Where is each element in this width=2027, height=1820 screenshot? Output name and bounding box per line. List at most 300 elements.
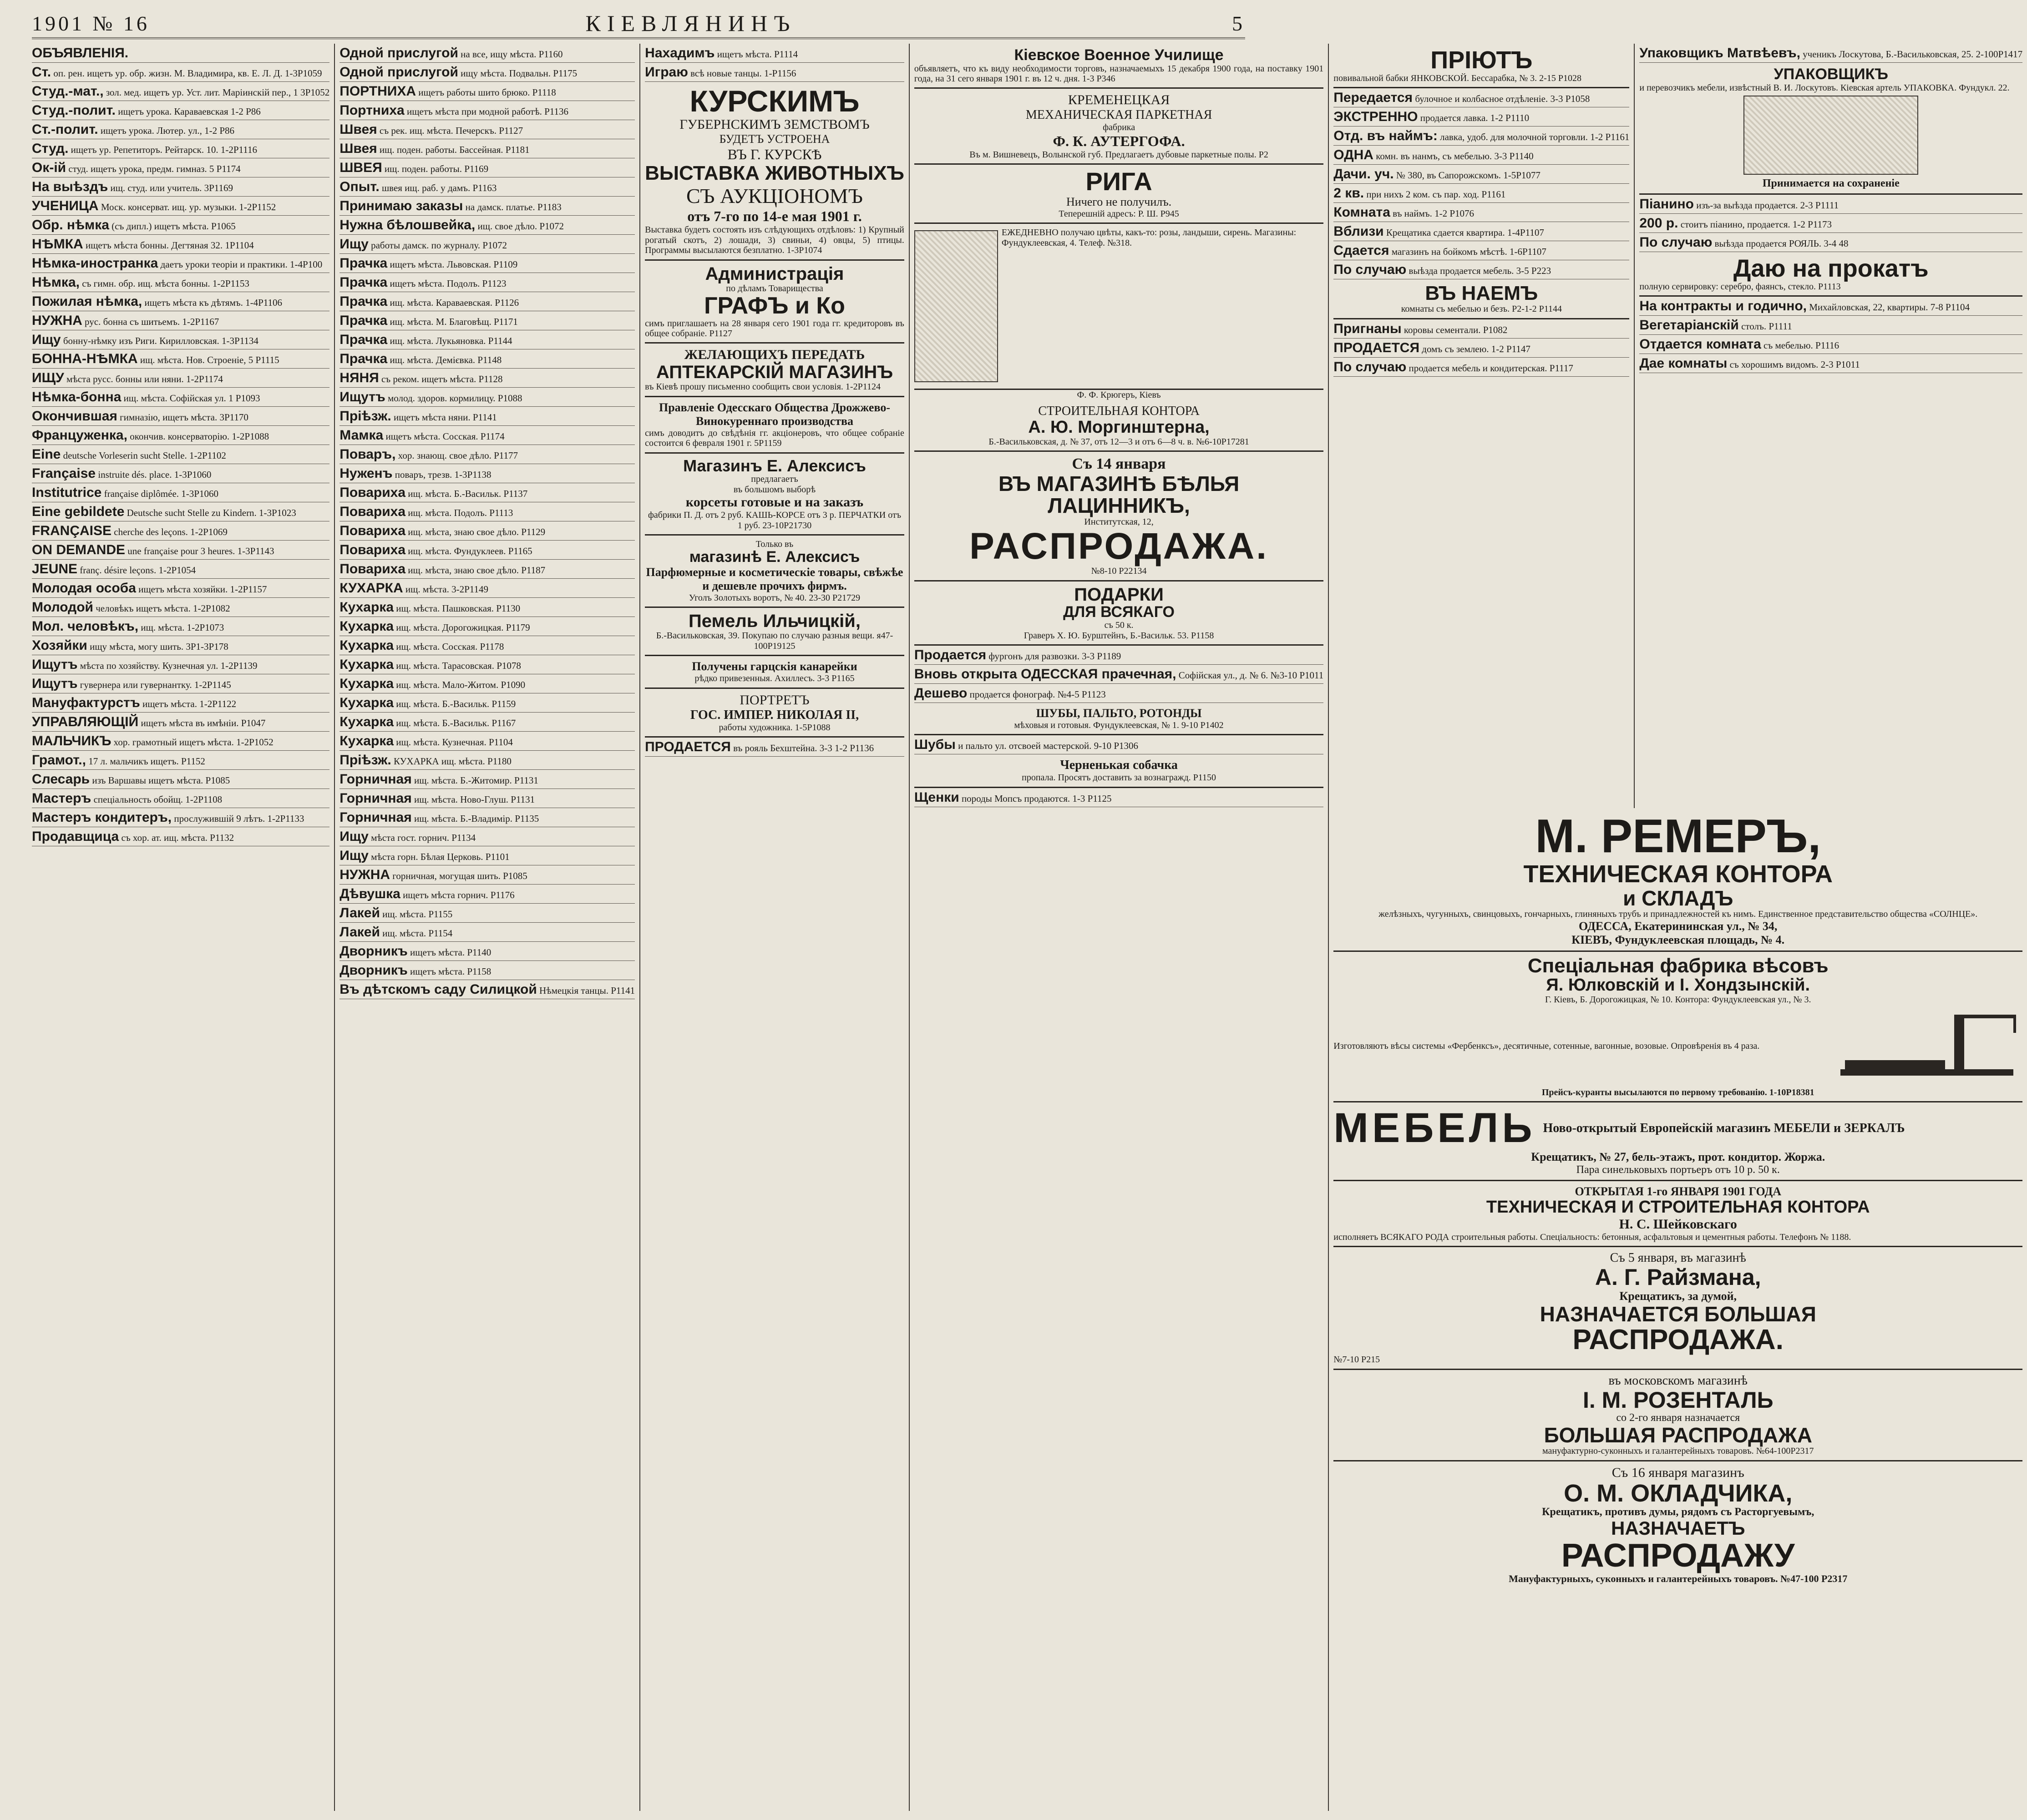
classified-ad: [340, 197, 635, 216]
classified-ad: [340, 846, 635, 865]
ad-heading: Дѣвушка: [340, 886, 400, 901]
classified-ad: [32, 197, 329, 216]
ad-heading: Ищу: [32, 332, 61, 347]
ad-heading: ОБЪЯВЛЕНІЯ.: [32, 46, 129, 61]
classified-ad: [32, 789, 329, 808]
ad-heading: Нѣмка,: [32, 275, 80, 290]
ad-text: ищетъ мѣста няни. Р1141: [393, 412, 497, 423]
ad-heading: Одной прислугой: [340, 46, 458, 61]
ad-heading: Нѣмка-бонна: [32, 389, 122, 404]
classified-ad: [32, 330, 329, 349]
classified-ad: [340, 713, 635, 732]
ad-text: ищ. мѣста. Б.-Васильк. Р1137: [408, 488, 528, 499]
ad-text: une française pour 3 heures. 1-3Р1143: [127, 546, 274, 556]
classifieds-column-4: [910, 44, 1329, 1811]
classified-ad: [32, 598, 329, 617]
ad-text: изъ Варшавы ищетъ мѣста. Р1085: [92, 775, 230, 786]
classified-ad: [340, 82, 635, 101]
classified-ad: [340, 426, 635, 445]
classified-ad: Упаковщикъ Матвѣевъ, ученикъ Лоскутова, Б.-Васильковская, 25. 2-100Р1417: [1639, 44, 2022, 63]
ad-heading: Кухарка: [340, 676, 394, 691]
ad-heading: Прачка: [340, 294, 388, 309]
classified-ad: [32, 464, 329, 483]
classified-ad: Играю всѣ новые танцы. 1-Р1156: [645, 63, 904, 82]
aleksis-corsets-ad: Магазинъ Е. Алексисъ предлагаетъ въ большомъ выборѣ корсеты готовые и на заказъ фабрики П. Д. отъ 2 руб. КАШЬ-КОРСЕ отъ 3 р. ПЕРЧАТКИ отъ 1 руб. 23-10Р21730: [645, 454, 904, 536]
classified-ad: [340, 101, 635, 120]
classified-ad: [340, 827, 635, 846]
ad-heading: Institutrice: [32, 485, 102, 500]
classified-ad: [340, 961, 635, 980]
classified-ad: [32, 751, 329, 770]
classified-ad: [340, 732, 635, 751]
ad-text: съ гимн. обр. ищ. мѣста бонны. 1-2Р1153: [82, 278, 249, 289]
wide-ads: [1329, 808, 2027, 1588]
classified-ad: [32, 44, 329, 63]
classified-ad: [340, 579, 635, 598]
ad-text: ищ. мѣста. М. Благовѣщ. Р1171: [390, 316, 518, 327]
classified-ad: [32, 273, 329, 292]
classified-ad: [340, 311, 635, 330]
ad-text: ищетъ мѣста къ дѣтямъ. 1-4Р1106: [144, 297, 282, 308]
classified-ad: [32, 254, 329, 273]
classified-ad: Дае комнаты съ хорошимъ видомъ. 2-3 Р1011: [1639, 354, 2022, 373]
ad-heading: Швея: [340, 122, 377, 137]
classified-ad: [340, 751, 635, 770]
page-header: [32, 9, 1245, 39]
ad-heading: Молодая особа: [32, 581, 136, 596]
ad-text: работы дамск. по журналу. Р1072: [371, 240, 507, 251]
ad-text: ищ. мѣста. Б.-Житомир. Р1131: [414, 775, 538, 786]
classified-ad: [340, 120, 635, 139]
ad-text: ищ. мѣста. Софійская ул. 1 Р1093: [123, 393, 260, 404]
classified-ad: Щенки породы Мопсъ продаются. 1-3 Р1125: [914, 788, 1323, 807]
ad-heading: НУЖНА: [340, 867, 390, 882]
furs-ad: ШУБЫ, ПАЛЬТО, РОТОНДЫ мѣховыя и готовыя. Фундуклеевская, № 1. 9-10 Р1402: [914, 703, 1323, 735]
classified-ad: [340, 349, 635, 369]
ad-heading: Прачка: [340, 313, 388, 328]
ad-heading: Ищутъ: [340, 389, 385, 404]
ad-text: мѣста по хозяйству. Кузнечная ул. 1-2Р1139: [80, 660, 258, 671]
classified-ad: [32, 158, 329, 177]
classified-ad: [32, 541, 329, 560]
ad-text: ищу мѣста. Подвальн. Р1175: [461, 68, 578, 79]
ad-heading: УПРАВЛЯЮЩІЙ: [32, 714, 139, 729]
right-half: [1329, 44, 2027, 1811]
ad-text: ищ. мѣста. Тарасовская. Р1078: [396, 660, 521, 671]
ad-text: ищетъ мѣста хозяйки. 1-2Р1157: [138, 584, 267, 595]
canaries-ad: Получены гарцскія канарейки рѣдко привезенныя. Ахиллесъ. 3-3 Р1165: [645, 656, 904, 688]
ad-heading: Горничная: [340, 810, 412, 825]
ad-heading: Ищу: [340, 848, 369, 863]
rental-service-ad: Даю на прокатъ полную сервировку: серебро, фаянсъ, стекло. Р1113: [1639, 252, 2022, 297]
ad-heading: Француженка,: [32, 428, 127, 443]
scales-factory-ad: Спеціальная фабрика вѣсовъ Я. Юлковскій и І. Хондзынскій. Г. Кіевъ, Б. Дорогожицкая, № 10. Контора: Фундуклеевская ул., № 3. Изготовляютъ вѣсы системы «Фербенксъ», десятичные, сотенные, вагонные, возовые. Опровѣренія въ 4 раза. Прейсъ-куранты высылаются по первому требованію. 1-10Р18381: [1333, 952, 2022, 1103]
classified-ad: 200 р. стоитъ піанино, продается. 1-2 Р1173: [1639, 214, 2022, 233]
ad-heading: Кухарка: [340, 657, 394, 672]
classified-ad: [340, 942, 635, 961]
classified-ad: Дешево продается фонограф. №4-5 Р1123: [914, 684, 1323, 703]
classified-ad: [340, 44, 635, 63]
ilchitsky-ad: Пемель Ильчицкій, Б.-Васильковская, 39. Покупаю по случаю разныя вещи. я47-100Р19125: [645, 608, 904, 656]
classified-ad: [340, 445, 635, 464]
ad-text: ищ. мѣста. Кузнечная. Р1104: [396, 737, 513, 748]
classified-ad: [340, 292, 635, 311]
classified-ad: На контракты и годично, Михайловская, 22, квартиры. 7-8 Р1104: [1639, 297, 2022, 316]
lost-dog-ad: Черненькая собачка пропала. Просятъ доставить за вознагражд. Р1150: [914, 754, 1323, 788]
classified-ad: [32, 636, 329, 655]
ad-text: съ реком. ищетъ мѣста. Р1128: [381, 374, 503, 384]
ad-heading: Мануфактурстъ: [32, 695, 140, 710]
classified-ad: [340, 177, 635, 197]
shelter-ad: ПРІЮТЪ повивальной бабки ЯНКОВСКОЙ. Бессарабка, № 3. 2-15 Р1028: [1333, 44, 1629, 88]
classified-ad: [340, 923, 635, 942]
odessa-yeast-company-ad: Правленіе Одесскаго Общества Дрожжево-Винокуреннаго производства симъ доводитъ до свѣдѣнія гг. акціонеровъ, что общее собраніе состоится 6 февраля 1901 г. 5Р1159: [645, 397, 904, 454]
classified-ad: [32, 713, 329, 732]
ad-text: ищ. мѣста. Мало-Житом. Р1090: [396, 679, 526, 690]
ad-text: горничная, могущая шить. Р1085: [392, 870, 527, 881]
ad-text: ищетъ мѣста бонны. Дегтяная 32. 1Р1104: [85, 240, 254, 251]
classified-ad: [32, 292, 329, 311]
classified-ad: 2 кв. при нихъ 2 ком. съ пар. ход. Р1161: [1333, 184, 1629, 203]
ad-text: мѣста горн. Бѣлая Церковь. Р1101: [371, 851, 510, 862]
ad-text: ищ. мѣста. Лукьяновка. Р1144: [390, 335, 512, 346]
ad-text: franç. désire leçons. 1-2Р1054: [80, 565, 196, 576]
ad-text: гувернера или гувернантку. 1-2Р1145: [80, 679, 231, 690]
classified-ad: [340, 808, 635, 827]
classified-ad: [32, 579, 329, 598]
ad-heading: Кухарка: [340, 600, 394, 615]
ad-heading: Кухарка: [340, 733, 394, 748]
ad-heading: Мол. человѣкъ,: [32, 619, 139, 634]
classified-ad: Сдается магазинъ на бойкомъ мѣстѣ. 1-6Р1107: [1333, 241, 1629, 260]
pharmacy-transfer-ad: ЖЕЛАЮЩИХЪ ПЕРЕДАТЬ АПТЕКАРСКІЙ МАГАЗИНЪ въ Кіевѣ прошу письменно сообщить свои условія. 1-2Р1124: [645, 344, 904, 397]
ad-text: ищу мѣста, могу шить. 3Р1-3Р178: [90, 641, 228, 652]
ad-heading: Лакей: [340, 925, 380, 940]
ad-text: гимназію, ищетъ мѣста. 3Р1170: [120, 412, 248, 423]
ad-text: Моск. консерват. ищ. ур. музыки. 1-2Р1152: [101, 202, 276, 212]
classified-ad: [32, 407, 329, 426]
ad-heading: Мамка: [340, 428, 384, 443]
lily-of-the-valley-illustration: [914, 230, 998, 382]
ad-heading: Опыт.: [340, 179, 380, 194]
ad-text: française diplômée. 1-3Р1060: [104, 488, 218, 499]
riga-notice: РИГА Ничего не получилъ. Теперешній адресъ: Р. Ш. Р945: [914, 165, 1323, 224]
classified-ad: [32, 560, 329, 579]
ad-heading: Eine: [32, 447, 61, 462]
ad-text: ищ. мѣста. Р1154: [382, 928, 453, 939]
classified-ad: [32, 617, 329, 636]
ad-heading: Мастеръ кондитеръ,: [32, 810, 172, 825]
ad-text: ищ. поден. работы. Р1169: [384, 163, 489, 174]
classified-ad: [340, 598, 635, 617]
classified-ad: [32, 502, 329, 521]
classified-ad: [32, 311, 329, 330]
classifieds-column-3: [640, 44, 910, 1811]
ad-text: ищетъ мѣста въ имѣніи. Р1047: [141, 718, 266, 728]
ad-text: бонну-нѣмку изъ Риги. Кирилловская. 1-3Р1134: [63, 335, 258, 346]
ad-text: ищ. мѣста. 1-2Р1073: [141, 622, 224, 633]
ad-heading: Кухарка: [340, 619, 394, 634]
classified-ad: [340, 541, 635, 560]
classified-ad: [340, 63, 635, 82]
ad-heading: Нуженъ: [340, 466, 393, 481]
ad-text: ищ. мѣста. Ново-Глуш. Р1131: [414, 794, 535, 805]
raizman-sale-ad: Съ 5 января, въ магазинѣ А. Г. Райзмана, Крещатикъ, за думой, НАЗНАЧАЕТСЯ БОЛЬШАЯ РАСПРОДАЖА. №7-10 Р215: [1333, 1247, 2022, 1370]
kursk-exhibition-ad: КУРСКИМЪ ГУБЕРНСКИМЪ ЗЕМСТВОМЪ БУДЕТЪ УСТРОЕНА ВЪ Г. КУРСКѢ ВЫСТАВКА ЖИВОТНЫХЪ СЪ АУКЦІОНОМЪ отъ 7-го по 14-е мая 1901 г. Выставка будетъ состоять изъ слѣдующихъ отдѣловъ: 1) Крупный рогатый скотъ, 2) лошади, 3) свиньи, 4) овцы, 5) птицы. Программы высылаются безплатно. 1-3Р1074: [645, 82, 904, 261]
ad-heading: Кухарка: [340, 695, 394, 710]
ad-text: deutsche Vorleserin sucht Stelle. 1-2Р1102: [63, 450, 226, 461]
classified-ad: [340, 560, 635, 579]
classified-ad: Нахадимъ ищетъ мѣста. Р1114: [645, 44, 904, 63]
ad-heading: Поваръ,: [340, 447, 396, 462]
ad-heading: НУЖНА: [32, 313, 82, 328]
ad-heading: Прачка: [340, 256, 388, 271]
rozental-sale-ad: въ московскомъ магазинѣ I. М. РОЗЕНТАЛЬ со 2-го января назначается БОЛЬШАЯ РАСПРОДАЖА мануфактурно-суконныхъ и галантерейныхъ товаровъ. №64-100Р2317: [1333, 1370, 2022, 1461]
ad-heading: УЧЕНИЦА: [32, 198, 99, 213]
ad-heading: Пріѣзж.: [340, 409, 391, 424]
classified-ad: [32, 139, 329, 158]
florist-signature: Ф. Ф. Крюгеръ, Кіевъ: [1077, 390, 1161, 400]
ad-text: на все, ищу мѣста. Р1160: [461, 49, 563, 60]
ad-text: зол. мед. ищетъ ур. Уст. лит. Маріинскій пер., 1 3Р1052: [106, 87, 330, 98]
classified-ad: ПРОДАЕТСЯ въ рояль Бехштейна. 3-3 1-2 Р1136: [645, 738, 904, 757]
classified-ad: [32, 63, 329, 82]
ad-text: ищ. мѣста. Дорогожицкая. Р1179: [396, 622, 530, 633]
classified-ad: [340, 330, 635, 349]
ad-text: ищ. мѣста. Б.-Владимір. Р1135: [414, 813, 539, 824]
classified-ad: [32, 177, 329, 197]
ad-heading: МАЛЬЧИКЪ: [32, 733, 111, 748]
classified-ad: [340, 617, 635, 636]
ad-heading: Мастеръ: [32, 791, 91, 806]
ad-text: ищ. мѣста. Фундуклеев. Р1165: [408, 546, 532, 556]
classified-ad: [32, 426, 329, 445]
moving-wagon-illustration: [1743, 96, 1918, 175]
ad-text: ищ. поден. работы. Бассейная. Р1181: [379, 144, 530, 155]
ad-heading: Въ дѣтскомъ саду Силицкой: [340, 982, 537, 997]
ad-text: ищетъ урока. Лютер. ул., 1-2 Р86: [100, 125, 234, 136]
furniture-store-ad: МЕБЕЛЬ Ново-открытый Европейскій магазинъ МЕБЕЛИ и ЗЕРКАЛЪ Крещатикъ, № 27, бель-этажъ, прот. кондитор. Жоржа. Пара синельковыхъ портьеръ отъ 10 р. 50 к.: [1333, 1102, 2022, 1181]
ad-text: ищ. мѣста. Сосская. Р1178: [396, 641, 504, 652]
classified-ad: [32, 216, 329, 235]
ad-text: ищетъ мѣста. Львовская. Р1109: [390, 259, 518, 270]
classified-ad: Дачи. уч. № 380, въ Сапорожскомъ. 1-5Р1077: [1333, 165, 1629, 184]
classified-ad: [32, 655, 329, 674]
ad-heading: Повариха: [340, 523, 406, 538]
for-rent-ad: ВЪ НАЕМЪ комнаты съ мебелью и безъ. Р2-1-2 Р1144: [1333, 279, 1629, 319]
ad-heading: Продавщица: [32, 829, 119, 844]
ad-text: КУХАРКА ищ. мѣста. Р1180: [393, 756, 512, 767]
classified-ad: [340, 273, 635, 292]
classified-ad: Шубы и пальто ул. отсвоей мастерской. 9-10 Р1306: [914, 735, 1323, 754]
ad-text: ищ. мѣста. Демієвка. Р1148: [390, 354, 502, 365]
classified-ad: [340, 139, 635, 158]
ad-text: человѣкъ ищетъ мѣста. 1-2Р1082: [96, 603, 230, 614]
classified-ad: [340, 369, 635, 388]
classified-ad: [340, 158, 635, 177]
latsinnik-sale-ad: Съ 14 января ВЪ МАГАЗИНѢ БѢЛЬЯ ЛАЦИННИКЪ, Институтская, 12, РАСПРОДАЖА. №8-10 Р22134: [914, 452, 1323, 581]
classified-ad: [340, 483, 635, 502]
packer-ad: УПАКОВЩИКЪ и перевозчикъ мебели, извѣстный В. И. Лоскутовъ. Кіевская артель УПАКОВКА. Фундукл. 22. Принимается на сохраненіе: [1639, 63, 2022, 195]
classified-ad: Вегетаріанскій столъ. Р1111: [1639, 316, 2022, 335]
ad-text: 17 л. мальчикъ ищетъ. Р1152: [88, 756, 205, 767]
ad-heading: Ст.: [32, 65, 51, 80]
ad-heading: НѢМКА: [32, 237, 83, 252]
ad-text: окончив. консерваторію. 1-2Р1088: [130, 431, 269, 442]
ad-heading: Повариха: [340, 561, 406, 576]
classified-ad: [340, 770, 635, 789]
ad-text: студ. ищетъ урока, предм. гимназ. 5 Р1174: [68, 163, 241, 174]
classified-ad: [340, 885, 635, 904]
classified-ad: Отд. въ наймъ: лавка, удоб. для молочной торговли. 1-2 Р1161: [1333, 126, 1629, 146]
classified-ad: [32, 483, 329, 502]
classified-ad: [340, 407, 635, 426]
page-number: 5: [1232, 11, 1245, 35]
ad-heading: Ищу: [340, 237, 369, 252]
gifts-engraver-ad: ПОДАРКИ ДЛЯ ВСЯКАГО съ 50 к. Граверъ Х. Ю. Бурштейнъ, Б.-Васильк. 53. Р1158: [914, 581, 1323, 646]
classified-ad: [32, 101, 329, 120]
classified-ad: Вблизи Крещатика сдается квартира. 1-4Р1107: [1333, 222, 1629, 241]
ad-heading: Окончившая: [32, 409, 117, 424]
classifieds-column-1: [27, 44, 335, 1811]
ad-heading: ПОРТНИХА: [340, 84, 416, 99]
classified-ad: [340, 464, 635, 483]
ad-heading: Ок-ій: [32, 160, 66, 175]
ad-text: ищ. свое дѣло. Р1072: [477, 221, 564, 232]
ad-heading: Студ.-полит.: [32, 103, 116, 118]
newspaper-title: КІЕВЛЯНИНЪ: [585, 10, 796, 36]
ad-text: спеціальность обойщ. 1-2Р1108: [93, 794, 223, 805]
parquet-factory-ad: КРЕМЕНЕЦКАЯ МЕХАНИЧЕСКАЯ ПАРКЕТНАЯ фабрика Ф. К. АУТЕРГОФА. Въ м. Вишневецъ, Волынской губ. Предлагаетъ дубовые паркетные полы. Р2: [914, 89, 1323, 165]
classified-ad: Комната въ наймъ. 1-2 Р1076: [1333, 203, 1629, 222]
ad-heading: FRANÇAISE: [32, 523, 112, 538]
classified-ad: По случаю выѣзда продается РОЯЛЬ. 3-4 48: [1639, 233, 2022, 252]
aleksis-perfume-ad: Только въ магазинѣ Е. Алексисъ Парфюмерные и косметическіе товары, свѣжѣе и дешевле прочихъ фирмъ. Уголъ Золотыхъ воротъ, № 40. 23-30 Р21729: [645, 536, 904, 608]
ad-text: хор. знающ. свое дѣло. Р1177: [398, 450, 518, 461]
military-school-ad: Кіевское Военное Училище объявляетъ, что къ виду необходимости торговъ, назначаемыхъ 15 декабря 1900 года, на поставку 1901 года, на 31 сего января 1901 г. въ 12 ч. дня. 1-3 Р346: [914, 44, 1323, 89]
ad-heading: Нѣмка-иностранка: [32, 256, 158, 271]
ad-heading: Слесарь: [32, 772, 90, 787]
ad-text: ищ. мѣста. Б.-Васильк. Р1159: [396, 698, 516, 709]
ad-text: ищ. студ. или учитель. 3Р1169: [110, 182, 233, 193]
ad-heading: Прачка: [340, 351, 388, 366]
classifieds-column-5: [1329, 44, 1635, 808]
ad-text: ищетъ урока. Караваевская 1-2 Р86: [118, 106, 261, 117]
remer-office-ad: М. РЕМЕРЪ, ТЕХНИЧЕСКАЯ КОНТОРА и СКЛАДЪ желѣзныхъ, чугунныхъ, свинцовыхъ, гончарныхъ, глиняныхъ трубъ и принадлежностей къ нимъ. Единственное представительство общества «СОЛНЦЕ». ОДЕССА, Екатерининская ул., № 34, КІЕВЪ, Фундуклеевская площадь, № 4.: [1333, 808, 2022, 952]
classified-ad: [340, 636, 635, 655]
ad-text: (съ дипл.) ищетъ мѣста. Р1065: [111, 221, 236, 232]
issue-number: 1901 № 16: [32, 11, 150, 35]
classified-ad: Вновь открыта ОДЕССКАЯ прачечная, Софійская ул., д. № 6. №3-10 Р1011: [914, 665, 1323, 684]
ad-text: ищетъ мѣста горнич. Р1176: [403, 890, 515, 900]
classified-ad: [32, 732, 329, 751]
ad-heading: Студ.: [32, 141, 69, 156]
ad-heading: Портниха: [340, 103, 405, 118]
ad-text: мѣста русс. бонны или няни. 1-2Р1174: [66, 374, 223, 384]
ad-text: ищетъ мѣста. Р1158: [410, 966, 492, 977]
classified-ad: По случаю продается мебель и кондитерская. Р1117: [1333, 358, 1629, 377]
classified-ad: ОДНА комн. въ нанмъ, съ мебелью. 3-3 Р1140: [1333, 146, 1629, 165]
classified-ad: [340, 521, 635, 541]
ad-text: оп. рен. ищетъ ур. обр. жизн. М. Владимира, кв. Е. Л. Д. 1-3Р1059: [53, 68, 322, 79]
ad-heading: Принимаю заказы: [340, 198, 463, 213]
ad-heading: КУХАРКА: [340, 581, 403, 596]
ad-heading: Прачка: [340, 275, 388, 290]
ad-heading: БОННА-НѢМКА: [32, 351, 138, 366]
ad-text: молод. здоров. кормилицу. Р1088: [388, 393, 522, 404]
classified-ad: [340, 254, 635, 273]
classified-ad: [32, 349, 329, 369]
classified-ad: [340, 789, 635, 808]
classified-ad: Продается фургонъ для развозки. 3-3 Р1189: [914, 646, 1323, 665]
classified-ad: [340, 216, 635, 235]
classified-ad: [32, 120, 329, 139]
classified-ad: [32, 674, 329, 693]
classified-ad: [340, 865, 635, 885]
ad-heading: НЯНЯ: [340, 370, 379, 385]
ad-text: cherche des leçons. 1-2Р1069: [114, 526, 228, 537]
classified-ad: [340, 388, 635, 407]
ad-heading: Нужна бѣлошвейка,: [340, 217, 476, 233]
morginshtern-office-ad: СТРОИТЕЛЬНАЯ КОНТОРА А. Ю. Моргинштерна, Б.-Васильковская, д. № 37, отъ 12—3 и отъ 6—8 ч. в. №6-10Р17281: [914, 400, 1323, 452]
right-top-columns: [1329, 44, 2027, 808]
classifieds-column-6: [1635, 44, 2027, 808]
classified-ad: [32, 445, 329, 464]
classified-ad: [340, 235, 635, 254]
ad-text: Нѣмецкія танцы. Р1141: [539, 985, 635, 996]
ad-heading: Пріѣзж.: [340, 753, 391, 768]
classified-ad: [340, 674, 635, 693]
ad-text: ищетъ мѣста. Сосская. Р1174: [385, 431, 505, 442]
ad-text: ищетъ мѣста при модной работѣ. Р1136: [406, 106, 569, 117]
ad-heading: Повариха: [340, 542, 406, 557]
classified-ad: [32, 770, 329, 789]
ad-heading: Одной прислугой: [340, 65, 458, 80]
ad-heading: Горничная: [340, 791, 412, 806]
ad-heading: Ищутъ: [32, 676, 78, 691]
ad-heading: Грамот.,: [32, 753, 86, 768]
ad-text: ищетъ работы шито брюко. Р1118: [418, 87, 556, 98]
ad-text: ищ. мѣста. Пашковская. Р1130: [396, 603, 521, 614]
ad-text: прослужившій 9 лѣтъ. 1-2Р1133: [174, 813, 304, 824]
ad-text: съ рек. ищ. мѣста. Печерскъ. Р1127: [379, 125, 523, 136]
classified-ad: Отдается комната съ мебелью. Р1116: [1639, 335, 2022, 354]
ad-text: ищетъ ур. Репетиторъ. Рейтарск. 10. 1-2Р1116: [71, 144, 257, 155]
ad-heading: Ст.-полит.: [32, 122, 98, 137]
ad-text: ищ. мѣста, знаю свое дѣло. Р1187: [408, 565, 546, 576]
classified-ad: Пригнаны коровы сементали. Р1082: [1333, 319, 1629, 339]
ad-heading: ШВЕЯ: [340, 160, 382, 175]
ad-text: хор. грамотный ищетъ мѣста. 1-2Р1052: [113, 737, 274, 748]
ad-heading: Студ.-мат.,: [32, 84, 104, 99]
ad-text: поваръ, трезв. 1-3Р1138: [395, 469, 492, 480]
ad-text: ищ. мѣста, знаю свое дѣло. Р1129: [408, 526, 546, 537]
ad-text: швея ищ. раб. у дамъ. Р1163: [381, 182, 497, 193]
ad-text: съ хор. ат. ищ. мѣста. Р1132: [121, 832, 234, 843]
classified-ad: [32, 82, 329, 101]
classified-ad: [340, 980, 635, 999]
ad-heading: Ищутъ: [32, 657, 78, 672]
ad-text: Deutsche sucht Stelle zu Kindern. 1-3Р1023: [127, 507, 296, 518]
ad-text: ищетъ мѣста. Р1140: [410, 947, 492, 958]
classified-ad: [32, 827, 329, 846]
ad-text: ищ. мѣста. Б.-Васильк. Р1167: [396, 718, 516, 728]
classified-ad: [340, 655, 635, 674]
ad-text: ищетъ мѣста. 1-2Р1122: [142, 698, 237, 709]
ad-heading: Дворникъ: [340, 944, 408, 959]
ad-heading: Молодой: [32, 600, 93, 615]
classified-ad: [32, 369, 329, 388]
